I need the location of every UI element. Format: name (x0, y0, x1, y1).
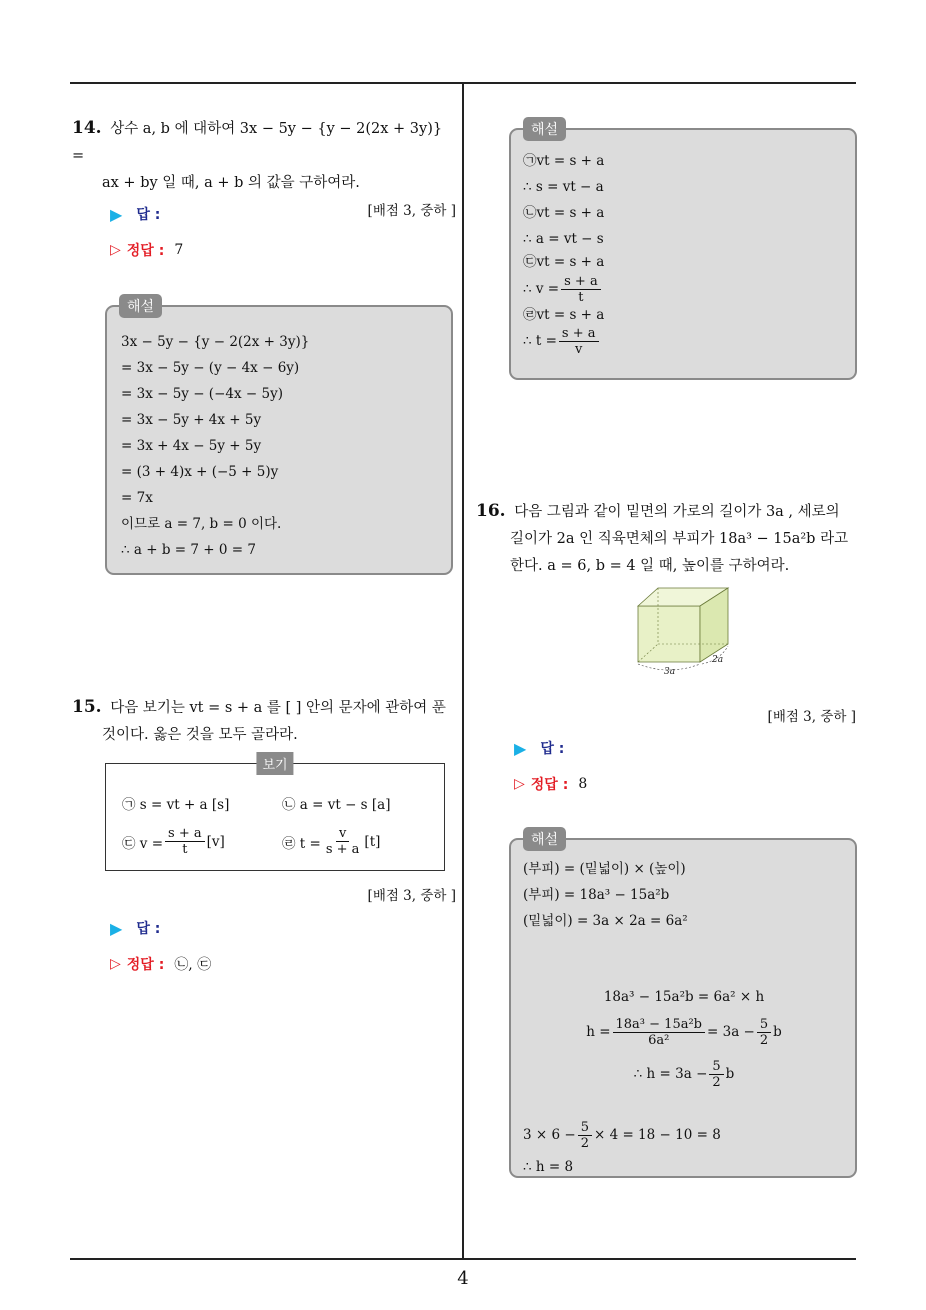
q14-correct-row: ▷ 정답 : 7 (110, 242, 184, 259)
q15-option-2: ㉡ a = vt − s [a] (282, 797, 391, 813)
q15-number: 15. (72, 697, 102, 717)
fig-label-width: 3a (664, 667, 676, 676)
q16-solution-tag: 해설 (523, 827, 566, 851)
q14-solution-line: = 3x − 5y − (y − 4x − 6y) (121, 360, 300, 376)
q15-meta: [배점 3, 중하 ] (367, 888, 456, 904)
question-15 (72, 694, 456, 749)
q14-solution-lines (121, 329, 309, 563)
q15-text: 15. 다음 보기는 vt = s + a 를 [ ] 안의 문자에 관하여 푼 것이다. 옳은 것을 모두 골라라. (72, 697, 446, 743)
question-16 (476, 498, 860, 580)
q15-example-box (105, 758, 445, 871)
q15-example-tag: 보기 (256, 752, 293, 775)
q14-meta: [배점 3, 중하 ] (367, 203, 456, 219)
q14-solution-line: = 3x − 5y − (−4x − 5y) (121, 386, 283, 402)
q14-solution-line: = (3 + 4)x + (−5 + 5)y (121, 464, 279, 480)
outline-triangle-icon: ▷ (110, 956, 121, 972)
q15-correct-row: ▷ 정답 : ㉡, ㉢ (110, 956, 212, 973)
cuboid-figure (628, 584, 740, 676)
q16-correct-row: ▷ 정답 : 8 (514, 776, 588, 793)
q14-solution-line: = 3x − 5y + 4x + 5y (121, 412, 262, 428)
q14-solution-line: = 7x (121, 490, 153, 506)
q15-answer-row[interactable] (110, 918, 160, 938)
outline-triangle-icon: ▷ (514, 776, 525, 792)
fig-label-depth: 2a (712, 655, 724, 665)
q14-number: 14. (72, 118, 102, 138)
q16-correct-value: 8 (578, 776, 588, 792)
page-number: 4 (457, 1268, 469, 1289)
q16-answer-label: 답 : (540, 741, 565, 757)
play-arrow-icon: ▶ (514, 738, 527, 758)
q15-option-3: ㉢ v = $\frac{s + a}{t}$ [v] (122, 826, 225, 857)
q14-text: 14. 상수 a, b 에 대하여 3x − 5y − {y − 2(2x + 3y)} = ax + by 일 때, a + b 의 값을 구하여라. (72, 118, 443, 191)
q16-text: 16. 다음 그림과 같이 밑면의 가로의 길이가 3a , 세로의 길이가 2a 인 직육면체의 부피가 18a³ − 15a²b 라고 한다. a = 6, b = 4 일 때, 높이를 구하여라. (476, 501, 849, 574)
q15-option-1: ㉠ s = vt + a [s] (122, 797, 230, 813)
q15-answer-label: 답 : (136, 921, 161, 937)
play-arrow-icon: ▶ (110, 918, 123, 938)
column-divider (462, 83, 464, 1259)
q15-correct-value: ㉡, ㉢ (174, 957, 212, 973)
q16-number: 16. (476, 501, 506, 521)
q14-answer-row[interactable] (110, 204, 160, 224)
q14-solution-line: = 3x + 4x − 5y + 5y (121, 438, 262, 454)
q14-solution-box (105, 299, 453, 575)
q16-answer-row[interactable] (514, 738, 564, 758)
q16-solution-box (509, 832, 857, 1178)
q14-correct-value: 7 (174, 242, 184, 258)
q14-answer-label: 답 : (136, 207, 161, 223)
q15-option-4: ㉣ t = $\frac{v}{s + a}$ [t] (282, 826, 381, 857)
play-arrow-icon: ▶ (110, 204, 123, 224)
outline-triangle-icon: ▷ (110, 242, 121, 258)
q15-solution-tag: 해설 (523, 117, 566, 141)
bottom-rule (70, 1258, 856, 1260)
q14-solution-tag: 해설 (119, 294, 162, 318)
q14-solution-line: 이므로 a = 7, b = 0 이다. (121, 516, 282, 532)
q15-solution-box (509, 122, 857, 380)
q15-solution-lines: ㉠vt = s + a ∴ s = vt − a ㉡vt = s + a ∴ a = vt − s ㉢vt = s + a ∴ v = $\frac{s + a}{t}$ ㉣vt = s + a ∴ t = $\frac{s + a}{v}$ (523, 153, 605, 357)
q16-solution-lines: (부피) = (밑넓이) × (높이) (부피) = 18a³ − 15a²b (밑넓이) = 3a × 2a = 6a² 18a³ − 15a²b = 6a² × h h = $\frac{\text{18a³ − 15a²b}}{\text{6a²}}$ = 3a − $\frac{5}{2}$ b ∴ h = 3a − $\frac{5}{2}$ b 3 × 6 − $\frac{5}{2}$ × 4 = 18 − 10 = 8 ∴ h = 8 (523, 861, 782, 1175)
q14-solution-line: ∴ a + b = 7 + 0 = 7 (121, 542, 256, 558)
q16-meta: [배점 3, 중하 ] (767, 709, 856, 725)
q14-solution-line: 3x − 5y − {y − 2(2x + 3y)} (121, 334, 310, 350)
